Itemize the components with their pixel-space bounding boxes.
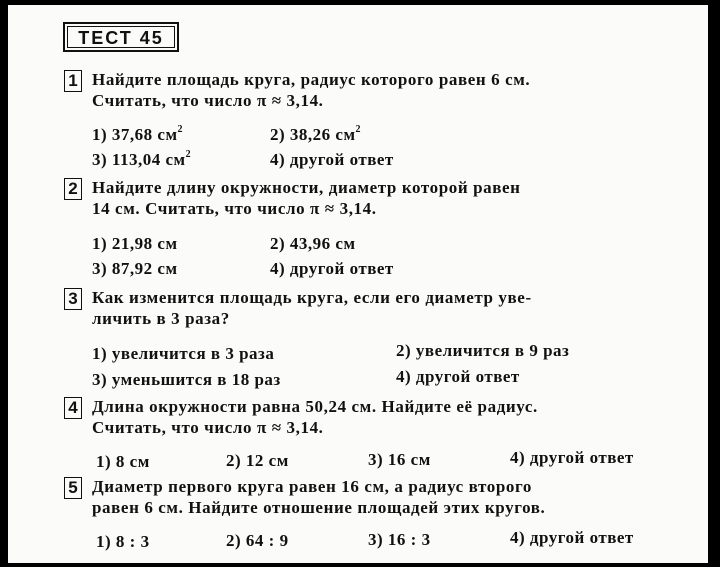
question-text: Найдите длину окружности, диаметр которой равен 14 см. Считать, что число π ≈ 3,14. <box>92 178 521 218</box>
answer-option[interactable]: 1) 8 : 3 <box>96 532 150 551</box>
answer-option[interactable]: 4) другой ответ <box>510 528 634 547</box>
answer-option[interactable]: 2) увеличится в 9 раз <box>396 341 570 360</box>
answer-option[interactable]: 4) другой ответ <box>270 150 394 169</box>
question-text: Как изменится площадь круга, если его диаметр уве- личить в 3 раза? <box>92 288 532 328</box>
question-number: 2 <box>64 178 82 200</box>
question-number: 1 <box>64 70 82 92</box>
answer-option[interactable]: 4) другой ответ <box>396 367 520 386</box>
answer-option[interactable]: 3) 16 см <box>368 450 431 469</box>
answer-option[interactable]: 1) 21,98 см <box>92 234 178 253</box>
answer-option[interactable]: 3) 87,92 см <box>92 259 178 278</box>
answer-option[interactable]: 2) 43,96 см <box>270 234 356 253</box>
answer-option[interactable]: 4) другой ответ <box>270 259 394 278</box>
answer-option[interactable]: 1) увеличится в 3 раза <box>92 344 275 363</box>
question-text: Найдите площадь круга, радиус которого равен 6 см. Считать, что число π ≈ 3,14. <box>92 70 531 110</box>
test-page <box>8 5 708 563</box>
answer-option[interactable]: 3) уменьшится в 18 раз <box>92 370 281 389</box>
answer-option[interactable]: 1) 8 см <box>96 452 150 471</box>
question-text: Длина окружности равна 50,24 см. Найдите её радиус. Считать, что число π ≈ 3,14. <box>92 397 538 437</box>
question-text: Диаметр первого круга равен 16 см, а радиус второго равен 6 см. Найдите отношение площадей этих кругов. <box>92 477 546 517</box>
question-number: 5 <box>64 477 82 499</box>
test-title-box <box>63 22 179 52</box>
question-number: 4 <box>64 397 82 419</box>
answer-option[interactable]: 3) 113,04 $см^2$ <box>92 149 192 169</box>
answer-option[interactable]: 2) 38,26 $см^2$ <box>270 124 362 144</box>
question-number: 3 <box>64 288 82 310</box>
test-title: ТЕСТ 45 <box>78 28 164 48</box>
answer-option[interactable]: 2) 64 : 9 <box>226 531 289 550</box>
answer-option[interactable]: 4) другой ответ <box>510 448 634 467</box>
answer-option[interactable]: 1) 37,68 $см^2$ <box>92 124 184 144</box>
answer-option[interactable]: 3) 16 : 3 <box>368 530 431 549</box>
answer-option[interactable]: 2) 12 см <box>226 451 289 470</box>
